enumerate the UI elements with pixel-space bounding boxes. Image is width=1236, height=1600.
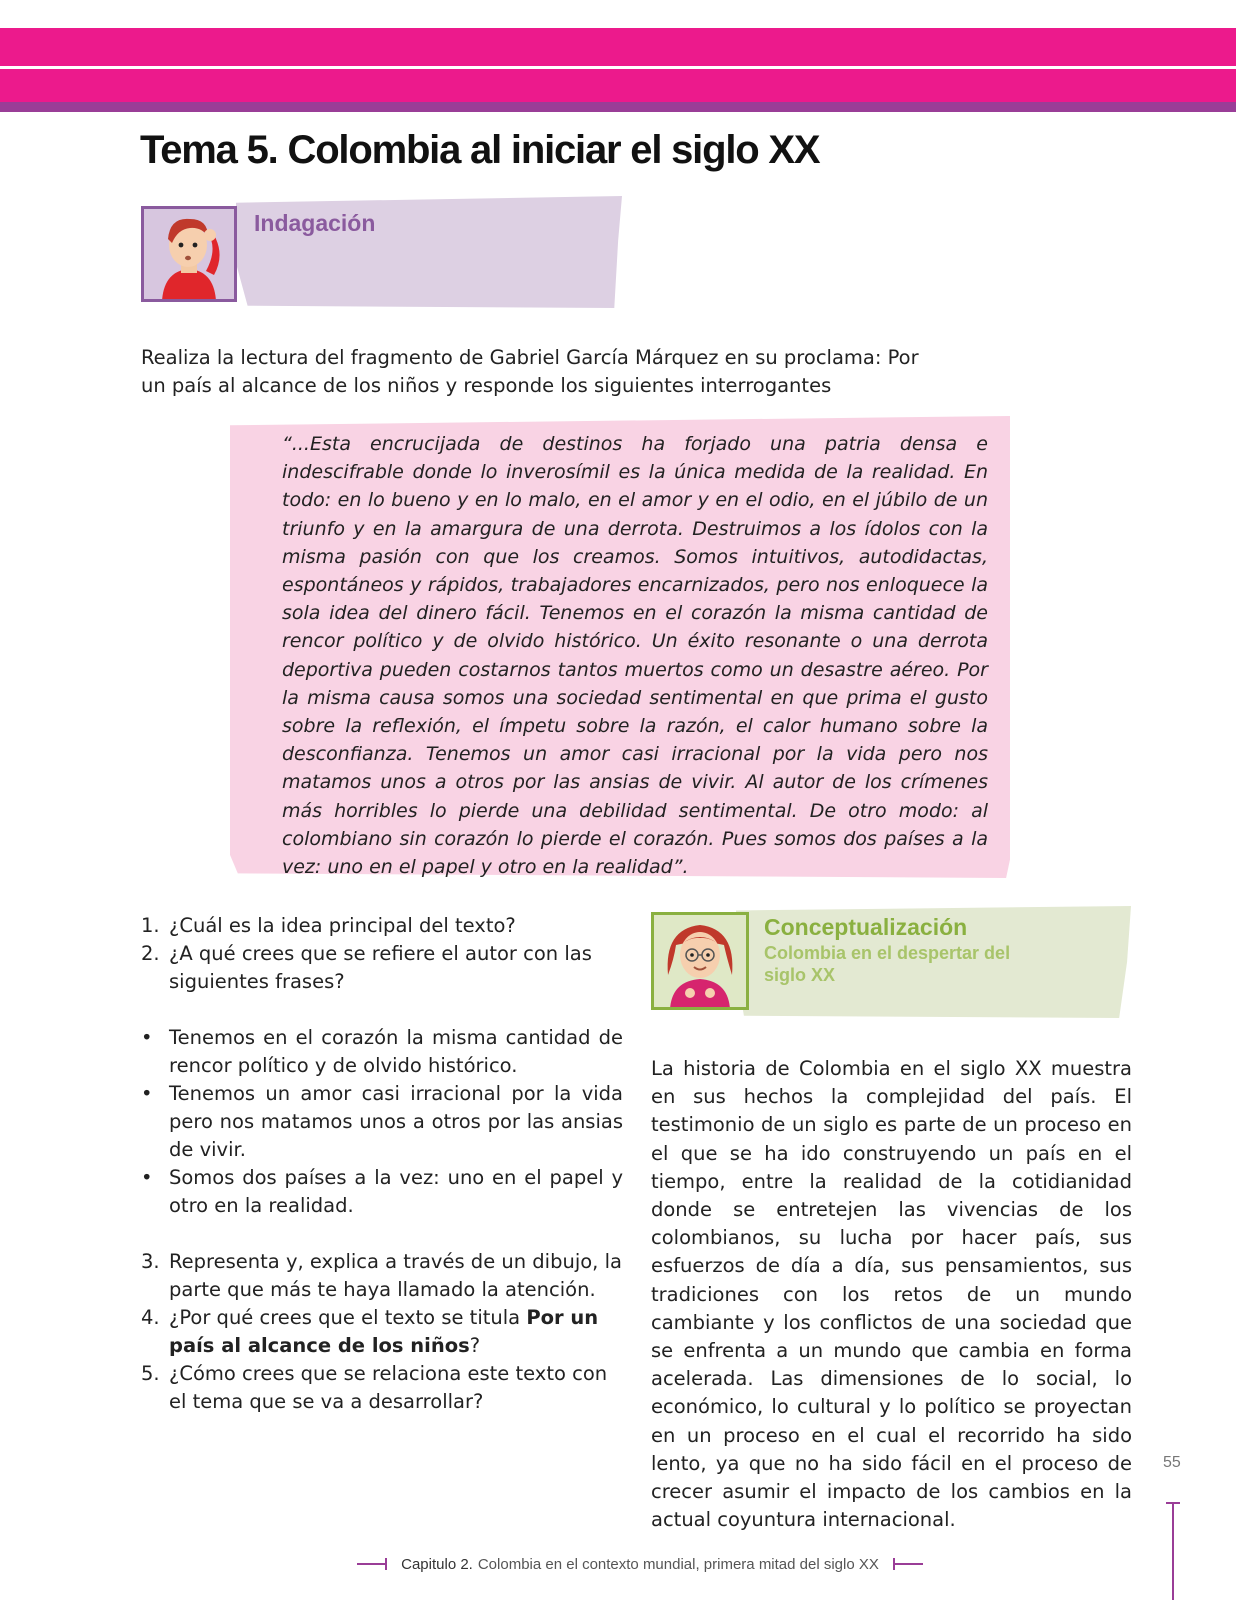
conceptualizacion-subtitle: Colombia en el despertar del siglo XX [764, 943, 1011, 985]
thinking-boy-icon [141, 206, 237, 302]
bullet-text: Somos dos países a la vez: uno en el papel y otro en la realidad. [169, 1166, 623, 1217]
footer-right-mark [893, 1563, 923, 1565]
page-title: Tema 5. Colombia al iniciar el siglo XX [140, 128, 820, 172]
footer-chapter: Capitulo 2. [401, 1555, 473, 1573]
questions-list [141, 912, 623, 1416]
girl-with-glasses-icon [651, 912, 749, 1010]
conceptualizacion-title: Conceptualización [764, 914, 968, 940]
bullet-text: Tenemos en el corazón la misma cantidad de rencor político y de olvido histórico. [169, 1026, 623, 1077]
side-rule [1172, 1502, 1174, 1600]
list-item [141, 940, 623, 996]
question-4 [169, 1304, 623, 1360]
list-number: 5. [141, 1362, 160, 1385]
bullet-icon: • [141, 1082, 153, 1105]
question-4-book-title: Por un país al alcance de los niños [169, 1306, 599, 1357]
bullet-list [141, 1024, 623, 1220]
footer-text: Colombia en el contexto mundial, primera mitad del siglo XX [477, 1555, 879, 1573]
bullet-icon: • [141, 1026, 153, 1049]
question-5: ¿Cómo crees que se relaciona este texto con el tema que se va a desarrollar? [169, 1362, 608, 1413]
list-item [141, 912, 623, 940]
quote-fragment: “...Esta encrucijada de destinos ha forjado una patria densa e indescifrable donde lo inverosímil es la única medida de la realidad. En todo: en lo bueno y en lo malo, en el amor y en el odio, en el júbilo de un triunfo y en la amargura de una derrota. Destruimos a los ídolos con la misma pasión con que los creamos. Somos intuitivos, autodidactas, espontáneos y rápidos, trabajadores encarnizados, pero nos enloquece la sola idea del dinero fácil. Tenemos en el corazón la misma cantidad de rencor político y de olvido histórico. Un éxito resonante o una derrota deportiva pueden costarnos tantos muertos como un desastre aéreo. Por la misma causa somos una sociedad sentimental en que prima el gusto sobre la reflexión, el ímpetu sobre la razón, el calor humano sobre la desconfianza. Tenemos un amor casi irracional por la vida pero nos matamos unos a otros por las ansias de vivir. Al autor de los crímenes más horribles lo pierde una debilidad sentimental. De otro modo: al colombiano sin corazón lo pierde el corazón. Pues somos dos países a la vez: uno en el papel y otro en la realidad”. [282, 433, 988, 879]
list-number: 4. [141, 1306, 160, 1329]
indagacion-label: Indagación [254, 210, 376, 236]
list-item [141, 1360, 623, 1416]
bullet-icon: • [141, 1166, 153, 1189]
footer-left-mark [357, 1563, 387, 1565]
side-rule-tick [1166, 1502, 1180, 1504]
list-item [141, 1024, 623, 1080]
question-2: ¿A qué crees que se refiere el autor con las siguientes frases? [169, 942, 592, 993]
list-item [141, 1080, 623, 1164]
bullet-text: Tenemos un amor casi irracional por la vida pero nos matamos unos a otros por las ansias de vivir. [169, 1082, 623, 1161]
header-purple-band [0, 102, 1236, 112]
intro-paragraph: Realiza la lectura del fragmento de Gabriel García Márquez en su proclama: Por un país al alcance de los niños y responde los siguientes interrogantes [141, 346, 919, 397]
question-1: ¿Cuál es la idea principal del texto? [169, 914, 516, 937]
header-magenta-band-lower [0, 69, 1236, 102]
conceptualizacion-body: La historia de Colombia en el siglo XX muestra en sus hechos la complejidad del país. El testimonio de un siglo es parte de un proceso en el que se ha ido construyendo un país en el tiempo, entre la realidad de la cotidianidad donde se entretejen las vivencias de los colombianos, su lucha por hacer país, sus esfuerzos de día a día, sus pensamientos, sus tradiciones con los retos de un mundo cambiante y los conflictos de una sociedad que se enfrenta a un mundo que cambia en forma acelerada. Las dimensiones de lo social, lo económico, lo cultural y lo político se proyectan en un proceso en el cual el recorrido ha sido lento, ya que no ha sido fácil en el proceso de crecer asumir el impacto de los cambios en la actual coyuntura internacional. [651, 1057, 1132, 1532]
list-number: 2. [141, 942, 160, 965]
list-item [141, 1248, 623, 1304]
question-4-lead: ¿Por qué crees que el texto se titula [169, 1306, 527, 1329]
list-number: 1. [141, 914, 160, 937]
list-item [141, 1304, 623, 1360]
page-footer [330, 1552, 950, 1576]
page-number: 55 [1163, 1454, 1181, 1471]
questions-continued [141, 1248, 623, 1416]
list-item [141, 1164, 623, 1220]
question-3: Representa y, explica a través de un dibujo, la parte que más te haya llamado la atención. [169, 1250, 622, 1301]
header-magenta-band [0, 28, 1236, 66]
question-4-end: ? [469, 1334, 481, 1357]
list-number: 3. [141, 1250, 160, 1273]
